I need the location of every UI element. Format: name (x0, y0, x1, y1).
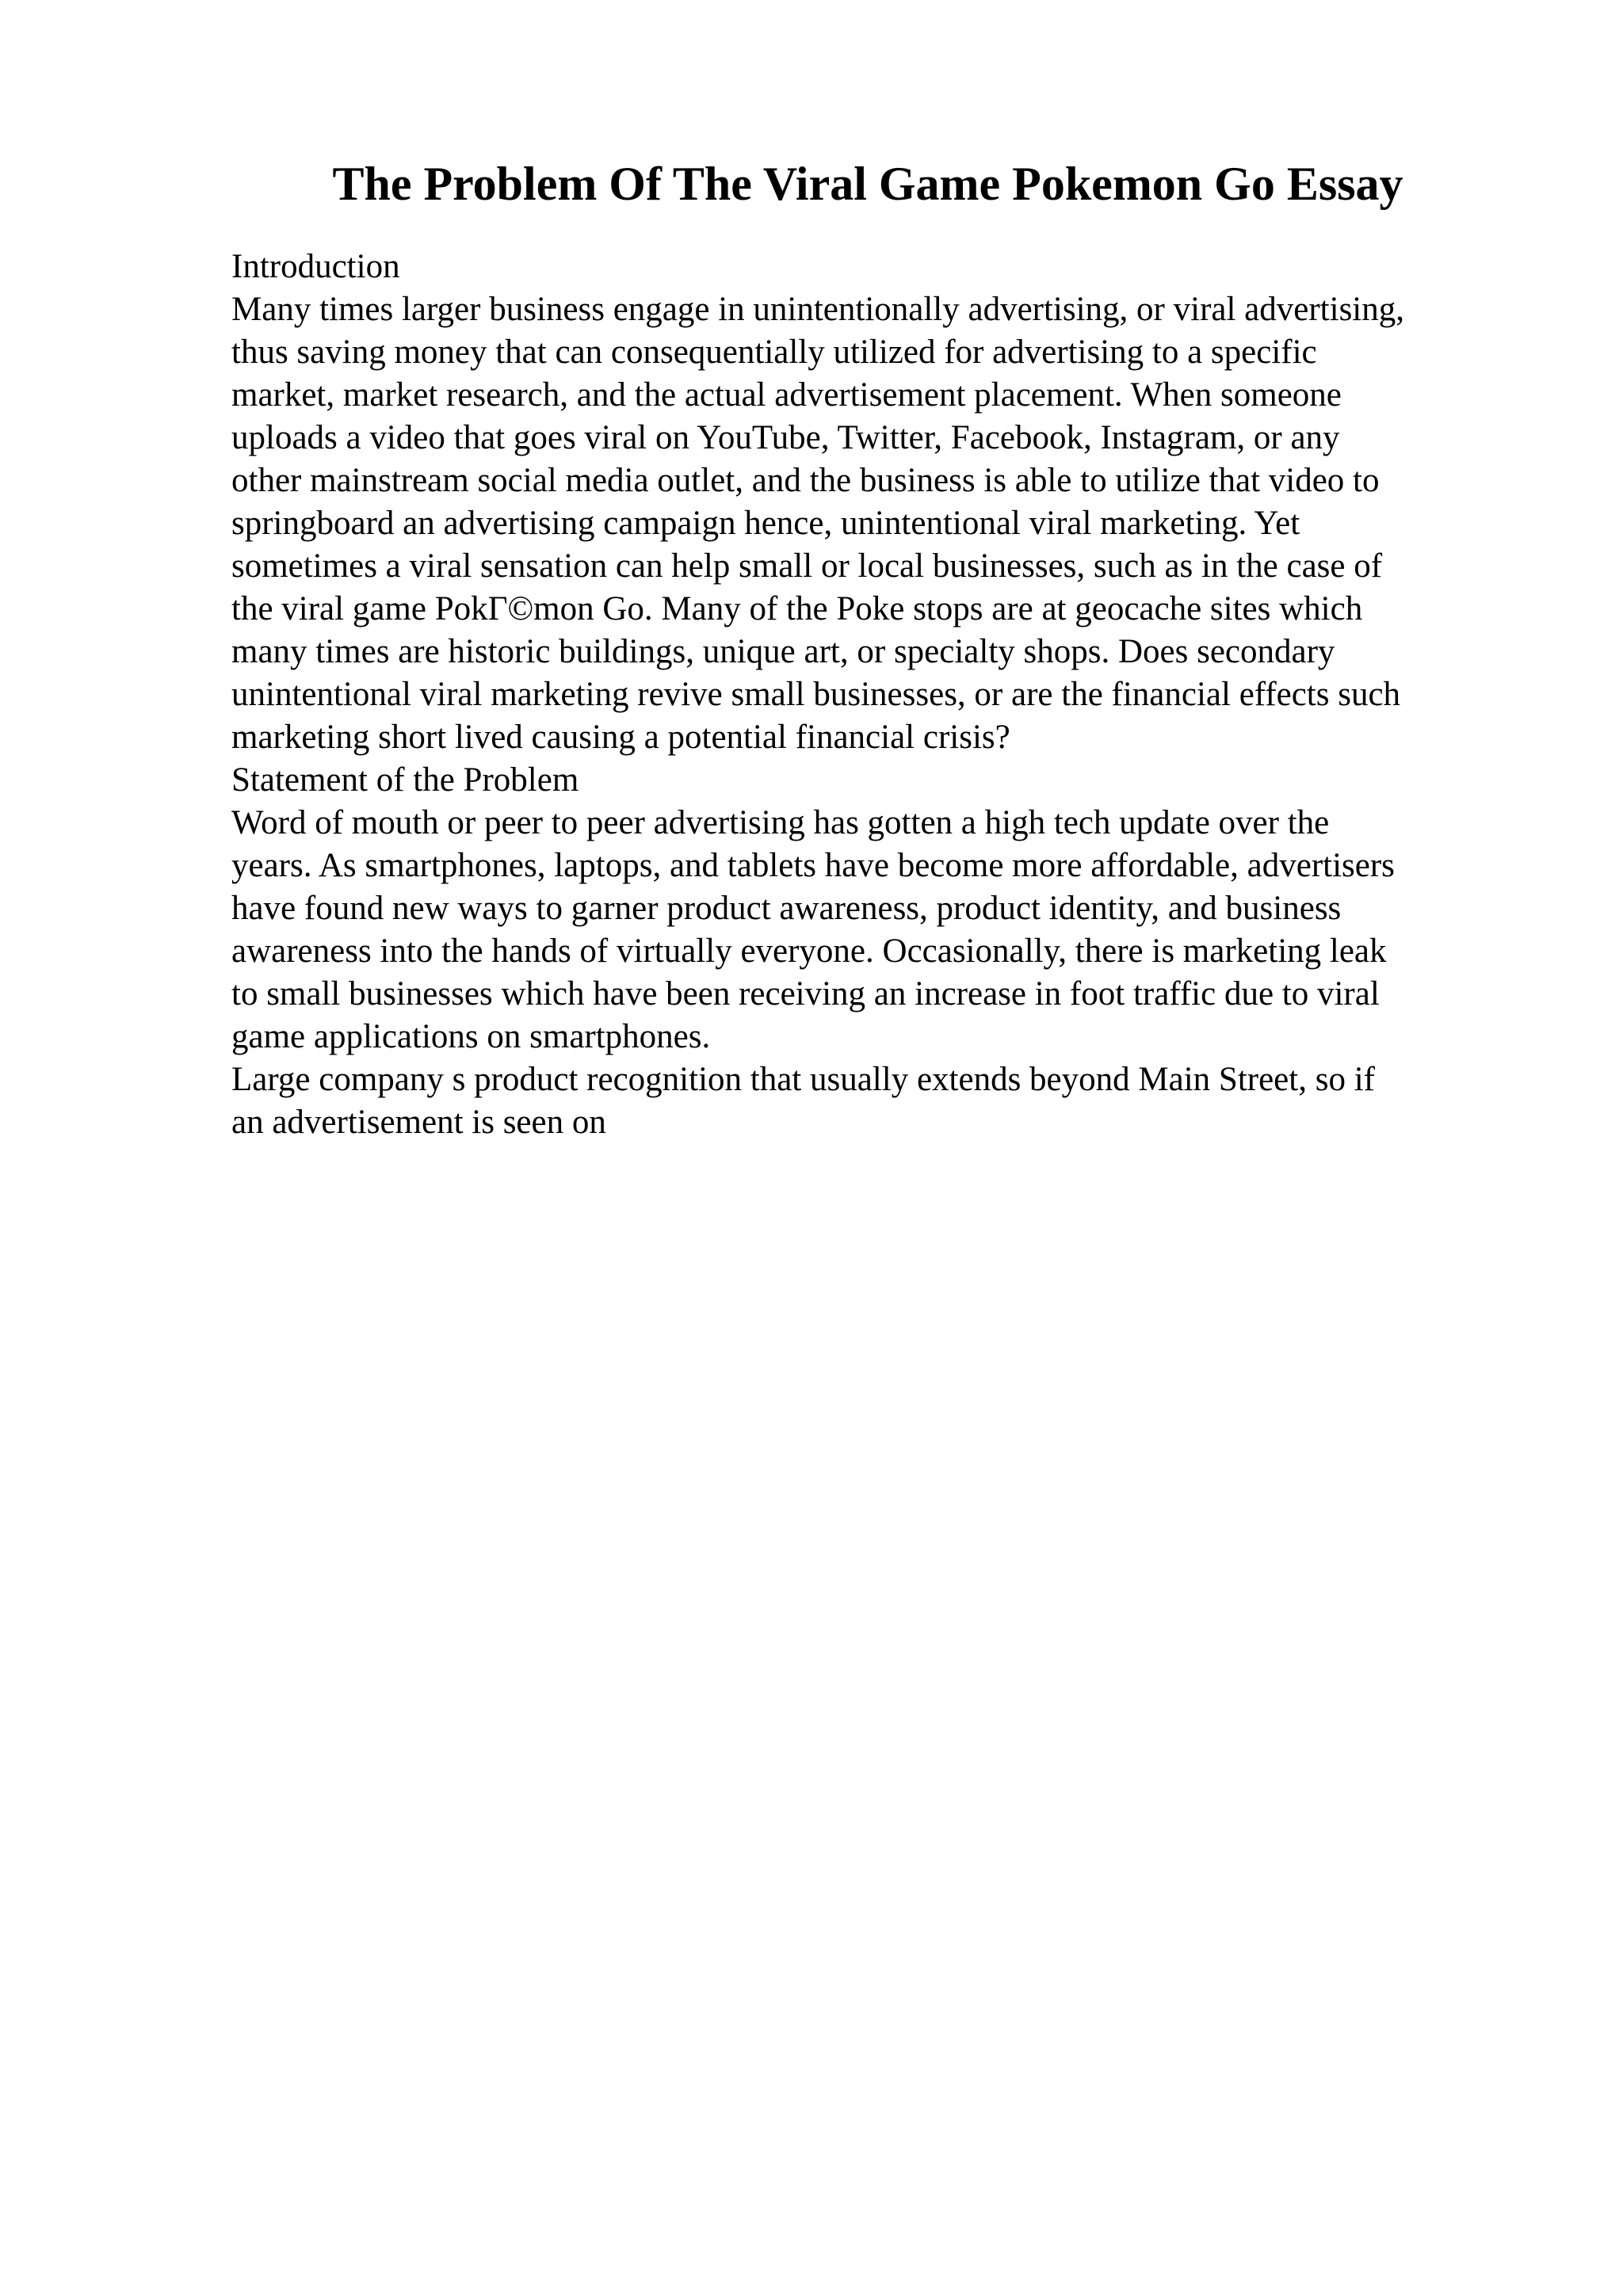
section-heading-statement: Statement of the Problem (231, 761, 579, 799)
document-title: The Problem Of The Viral Game Pokemon Go Essay (332, 158, 1403, 210)
document-body (231, 246, 1531, 1144)
body-line: awareness into the hands of virtually everyone. Occasionally, there is marketing leak (231, 933, 1387, 970)
body-line: game applications on smartphones. (231, 1018, 711, 1055)
body-line: market, market research, and the actual advertisement placement. When someone (231, 376, 1342, 414)
body-line: the viral game PokΓ©mon Go. Many of the Poke stops are at geocache sites which (231, 590, 1363, 627)
body-line: springboard an advertising campaign hence, unintentional viral marketing. Yet (231, 505, 1300, 542)
body-line: other mainstream social media outlet, and the business is able to utilize that video to (231, 462, 1380, 499)
section-heading-introduction: Introduction (231, 248, 400, 285)
body-line: uploads a video that goes viral on YouTube, Twitter, Facebook, Instagram, or any (231, 419, 1340, 456)
body-line: to small businesses which have been receiving an increase in foot traffic due to viral (231, 975, 1380, 1013)
body-line: an advertisement is seen on (231, 1104, 606, 1141)
body-line: sometimes a viral sensation can help small or local businesses, such as in the case of (231, 547, 1383, 585)
body-line: thus saving money that can consequentially utilized for advertising to a specific (231, 334, 1317, 371)
body-line: Large company s product recognition that usually extends beyond Main Street, so if (231, 1061, 1375, 1098)
body-line: many times are historic buildings, unique art, or specialty shops. Does secondary (231, 633, 1335, 670)
body-line: unintentional viral marketing revive small businesses, or are the financial effects such (231, 676, 1401, 713)
body-line: Word of mouth or peer to peer advertising has gotten a high tech update over the (231, 804, 1330, 841)
body-line: Many times larger business engage in unintentionally advertising, or viral advertising, (231, 291, 1404, 328)
body-line: have found new ways to garner product awareness, product identity, and business (231, 890, 1342, 927)
body-line: years. As smartphones, laptops, and tablets have become more affordable, advertisers (231, 847, 1395, 884)
body-line: marketing short lived causing a potential financial crisis? (231, 719, 1010, 756)
